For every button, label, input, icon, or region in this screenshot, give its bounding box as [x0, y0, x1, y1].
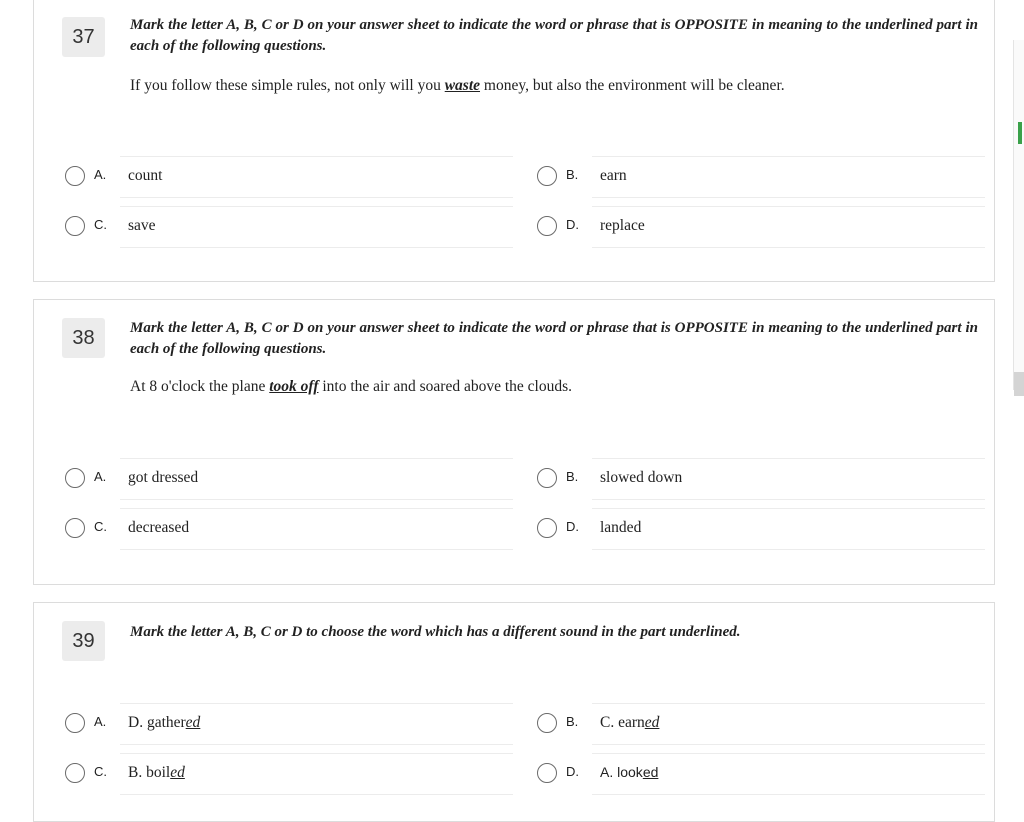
radio-button[interactable] — [537, 166, 557, 186]
radio-button[interactable] — [65, 713, 85, 733]
option-letter: C. — [94, 764, 107, 779]
question-number: 39 — [62, 621, 105, 661]
option-text[interactable]: C. earned — [592, 703, 985, 745]
question-card-38 — [33, 299, 995, 585]
option-text[interactable]: slowed down — [592, 458, 985, 500]
option-letter: D. — [566, 217, 579, 232]
option-text[interactable]: A. looked — [592, 753, 985, 795]
option-letter: D. — [566, 764, 579, 779]
option-letter: B. — [566, 714, 579, 729]
option-text[interactable]: D. gathered — [120, 703, 513, 745]
radio-button[interactable] — [537, 468, 557, 488]
option-letter: B. — [566, 167, 579, 182]
underlined-word: took off — [269, 378, 319, 395]
underlined-word: waste — [444, 77, 481, 94]
radio-button[interactable] — [537, 763, 557, 783]
question-instruction: Mark the letter A, B, C or D on your answer sheet to indicate the word or phrase that is OPPOSITE in meaning to the underlined part in each of the following questions. — [130, 320, 978, 357]
question-sentence: At 8 o'clock the plane took off into the air and soared above the clouds. — [130, 378, 573, 395]
progress-marker — [1018, 122, 1022, 144]
option-letter: C. — [94, 217, 107, 232]
option-letter: A. — [94, 167, 107, 182]
underlined-part: ed — [642, 764, 659, 780]
option-text[interactable]: replace — [592, 206, 985, 248]
question-card-39 — [33, 602, 995, 822]
option-text[interactable]: landed — [592, 508, 985, 550]
option-letter: B. — [566, 469, 579, 484]
question-number: 37 — [62, 17, 105, 57]
option-text[interactable]: B. boiled — [120, 753, 513, 795]
scrollbar-thumb[interactable] — [1014, 372, 1024, 396]
option-text[interactable]: decreased — [120, 508, 513, 550]
question-card-37 — [33, 0, 995, 282]
underlined-part: ed — [644, 714, 660, 731]
radio-button[interactable] — [537, 713, 557, 733]
radio-button[interactable] — [65, 166, 85, 186]
radio-button[interactable] — [65, 468, 85, 488]
question-sentence: If you follow these simple rules, not only will you waste money, but also the environment will be cleaner. — [130, 77, 785, 94]
option-letter: A. — [94, 714, 107, 729]
question-number: 38 — [62, 318, 105, 358]
option-text[interactable]: earn — [592, 156, 985, 198]
radio-button[interactable] — [537, 518, 557, 538]
option-letter: C. — [94, 519, 107, 534]
question-instruction: Mark the letter A, B, C or D on your answer sheet to indicate the word or phrase that is OPPOSITE in meaning to the underlined part in each of the following questions. — [130, 17, 978, 54]
underlined-part: ed — [185, 714, 201, 731]
option-letter: D. — [566, 519, 579, 534]
radio-button[interactable] — [537, 216, 557, 236]
option-text[interactable]: save — [120, 206, 513, 248]
radio-button[interactable] — [65, 763, 85, 783]
option-text[interactable]: got dressed — [120, 458, 513, 500]
question-instruction: Mark the letter A, B, C or D to choose the word which has a different sound in the part underlined. — [130, 624, 741, 640]
side-scrollbar[interactable] — [1013, 40, 1024, 390]
radio-button[interactable] — [65, 518, 85, 538]
radio-button[interactable] — [65, 216, 85, 236]
underlined-part: ed — [170, 764, 185, 781]
option-letter: A. — [94, 469, 107, 484]
option-text[interactable]: count — [120, 156, 513, 198]
